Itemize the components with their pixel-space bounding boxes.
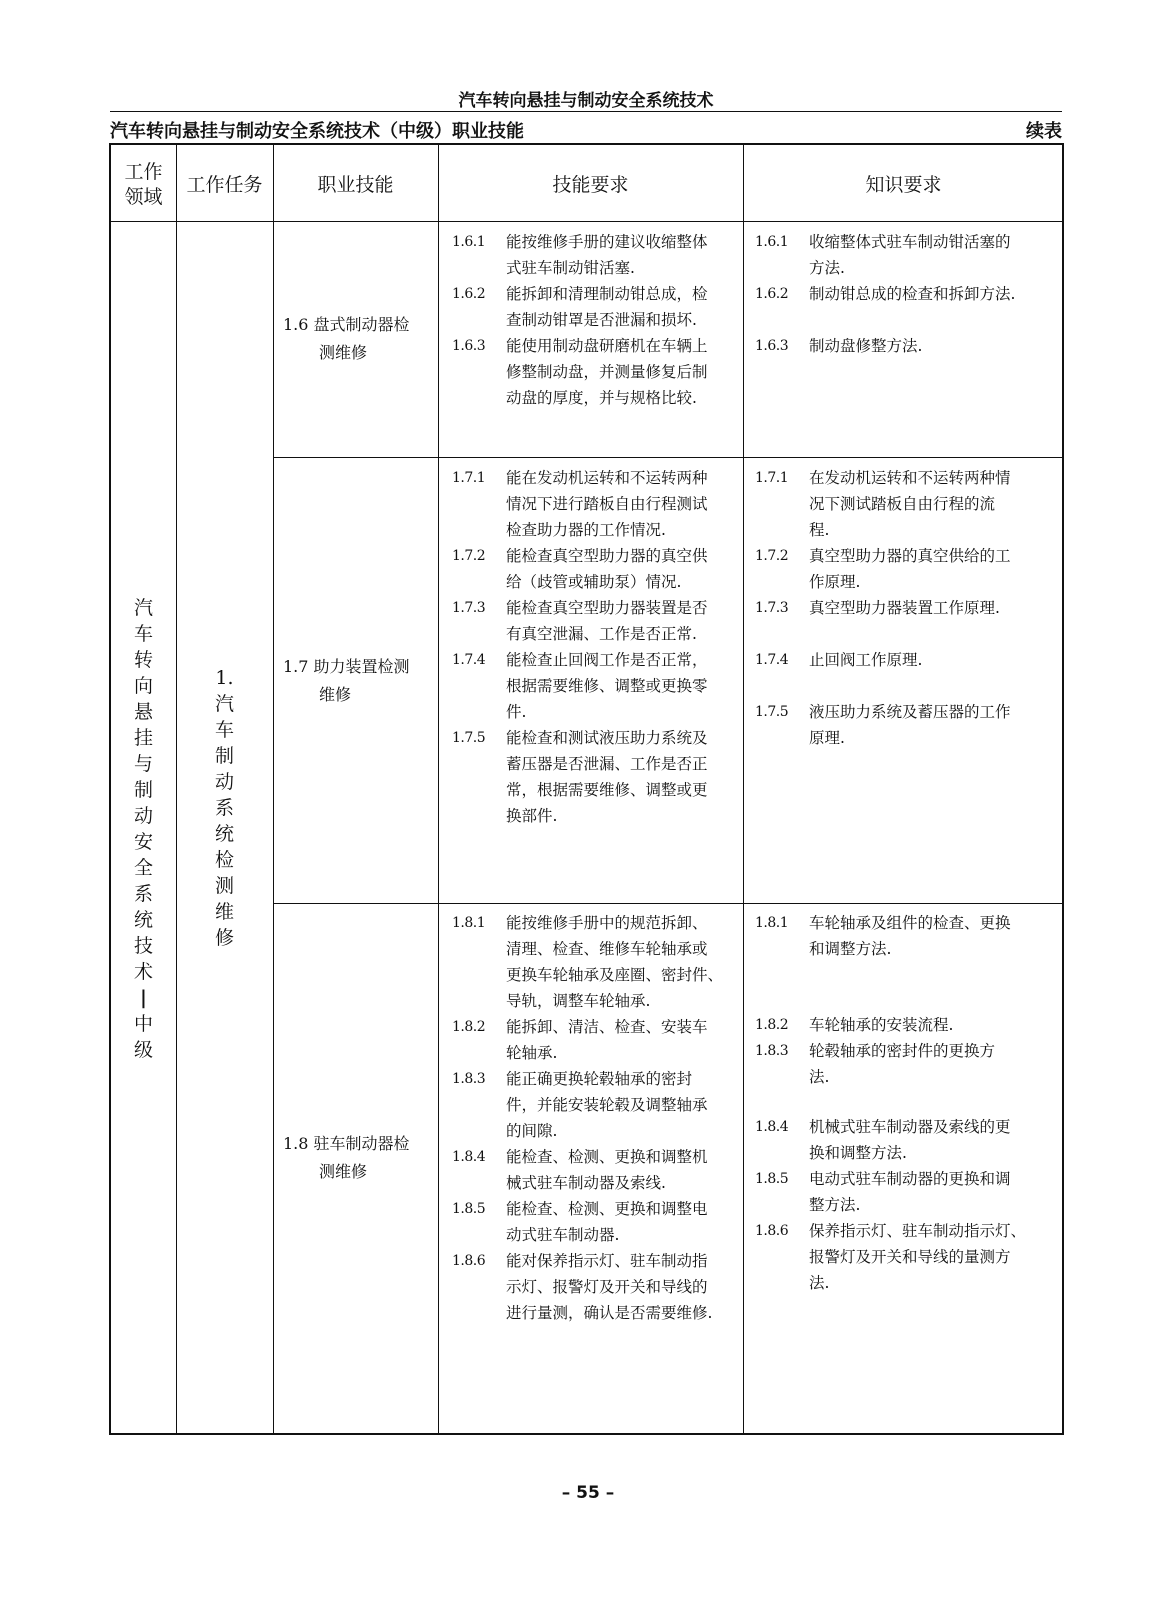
skill-requirement-item [452,595,742,647]
item-number: 1.8.2 [755,1017,789,1033]
item-text [809,595,1061,621]
vertical-char: | [140,987,147,1009]
skills-table [109,143,1064,1435]
item-line: 换部件. [506,807,558,825]
item-text [506,465,742,543]
item-line: 能在发动机运转和不运转两种 [506,469,708,487]
header-skill-requirements: 技能要求 [552,173,629,196]
item-number: 1.7.3 [755,600,789,616]
knowledge-requirement-item [755,281,1061,307]
item-line: 情况下进行踏板自由行程测试 [506,495,708,513]
vertical-char: 术 [133,961,153,983]
item-line: 真空型助力器的真空供给的工 [809,547,1011,565]
skill-requirement-item [452,725,742,829]
item-number: 1.8.6 [755,1223,789,1239]
item-line: 况下测试踏板自由行程的流 [809,495,996,513]
item-line: 查制动钳罩是否泄漏和损坏. [506,311,697,329]
item-line: 蓄压器是否泄漏、工作是否正 [506,755,708,773]
item-text [506,725,742,829]
item-line: 能使用制动盘研磨机在车辆上 [506,337,708,355]
item-text [809,543,1061,595]
col-divider [273,145,274,1433]
skill-requirement-item [452,1014,742,1066]
item-number: 1.7.5 [755,704,789,720]
item-line: 更换车轮轴承及座圈、密封件、 [506,966,724,984]
vertical-char: 转 [133,649,153,671]
vertical-char: 制 [214,745,234,767]
item-line: 轮轴承. [506,1044,558,1062]
item-number: 1.7.2 [755,548,789,564]
header-work-domain [111,145,176,225]
vertical-char: 系 [214,797,234,819]
skill-line: 维修 [319,685,352,704]
knowledge-requirement-item [755,699,1061,751]
item-line: 能检查和测试液压助力系统及 [506,729,708,747]
skill-requirements-1-7 [452,465,742,829]
work-task-vertical [176,665,273,951]
item-text [506,1066,742,1144]
vertical-char: 统 [214,823,234,845]
vertical-char: 向 [133,675,153,697]
item-text [809,333,1061,359]
item-text [506,543,742,595]
item-text [809,1038,1061,1090]
knowledge-requirement-item [755,1114,1061,1166]
skill-line: 1.8 驻车制动器检 [283,1134,410,1153]
item-line: 液压助力系统及蓄压器的工作 [809,703,1011,721]
knowledge-requirement-item [755,647,1061,673]
item-line: 件. [506,703,527,721]
item-number: 1.7.4 [755,652,789,668]
item-line: 真空型助力器装置工作原理. [809,599,1000,617]
item-number: 1.8.5 [452,1201,486,1217]
skill-1-6 [283,311,433,367]
skill-requirements-1-8 [452,910,742,1326]
item-text [506,1196,742,1248]
knowledge-requirement-item [755,1012,1061,1038]
vertical-char: 动 [214,771,234,793]
vertical-char: 1. [215,667,234,689]
item-text [809,281,1061,307]
item-text [506,1144,742,1196]
item-number: 1.8.5 [755,1171,789,1187]
vertical-char: 维 [214,901,234,923]
skill-1-7 [283,653,433,709]
vertical-char: 修 [214,927,234,949]
item-text [506,647,742,725]
header-skill: 职业技能 [317,173,394,196]
knowledge-requirement-item [755,1166,1061,1218]
item-line: 保养指示灯、驻车制动指示灯、 [809,1222,1027,1240]
item-line: 能对保养指示灯、驻车制动指 [506,1252,708,1270]
item-text [506,229,742,281]
item-line: 能检查真空型助力器装置是否 [506,599,708,617]
vertical-char: 系 [133,883,153,905]
item-line: 换和调整方法. [809,1144,907,1162]
knowledge-requirements-1-8 [755,910,1061,1296]
item-text [809,910,1061,962]
item-line: 示灯、报警灯及开关和导线的 [506,1278,708,1296]
item-text [506,595,742,647]
table-title-bar [110,117,1062,143]
skill-1-8 [283,1130,433,1186]
item-number: 1.8.3 [452,1071,486,1087]
item-line: 机械式驻车制动器及索线的更 [809,1118,1011,1136]
item-line: 式驻车制动钳活塞. [506,259,635,277]
vertical-char: 车 [214,719,234,741]
item-line: 能检查、检测、更换和调整机 [506,1148,708,1166]
vertical-char: 统 [133,909,153,931]
work-domain-vertical [111,595,176,1063]
item-line: 轮毂轴承的密封件的更换方 [809,1042,996,1060]
knowledge-requirement-item [755,595,1061,621]
item-text [809,1114,1061,1166]
item-line: 作原理. [809,573,861,591]
item-text [809,465,1061,543]
item-number: 1.8.1 [452,915,486,931]
item-line: 动式驻车制动器. [506,1226,620,1244]
item-line: 能按维修手册的建议收缩整体 [506,233,708,251]
item-line: 清理、检查、维修车轮轴承或 [506,940,708,958]
item-line: 方法. [809,259,845,277]
item-line: 车轮轴承及组件的检查、更换 [809,914,1011,932]
row-divider [273,457,1062,458]
item-line: 进行量测，确认是否需要维修. [506,1304,713,1322]
skill-requirement-item [452,465,742,543]
item-number: 1.6.2 [452,286,486,302]
header-work-task: 工作任务 [186,173,263,196]
item-line: 能按维修手册中的规范拆卸、 [506,914,708,932]
vertical-char: 全 [133,857,153,879]
skill-line: 1.7 助力装置检测 [283,657,410,676]
item-number: 1.8.6 [452,1253,486,1269]
item-number: 1.8.3 [755,1043,789,1059]
item-line: 法. [809,1068,830,1086]
item-number: 1.8.4 [755,1119,789,1135]
item-line: 在发动机运转和不运转两种情 [809,469,1011,487]
vertical-char: 技 [133,935,153,957]
knowledge-requirement-item [755,1218,1061,1296]
item-line: 能检查、检测、更换和调整电 [506,1200,708,1218]
item-number: 1.6.2 [755,286,789,302]
table-title: 汽车转向悬挂与制动安全系统技术（中级）职业技能 [110,121,524,142]
item-text [809,1012,1061,1038]
header-knowledge-requirements: 知识要求 [865,173,942,196]
skill-requirement-item [452,1196,742,1248]
item-text [809,647,1061,673]
item-number: 1.6.1 [755,234,789,250]
item-text [506,1014,742,1066]
skill-requirement-item [452,281,742,333]
running-head: 汽车转向悬挂与制动安全系统技术 [458,91,714,111]
item-number: 1.7.2 [452,548,486,564]
item-number: 1.7.1 [452,470,486,486]
item-line: 车轮轴承的安装流程. [809,1016,954,1034]
skill-line: 测维修 [319,343,368,362]
vertical-char: 与 [133,753,153,775]
vertical-char: 中 [133,1013,153,1035]
item-number: 1.6.1 [452,234,486,250]
item-line: 导轨，调整车轮轴承. [506,992,651,1010]
item-line: 的间隙. [506,1122,558,1140]
vertical-char: 动 [133,805,153,827]
item-number: 1.6.3 [755,338,789,354]
skill-requirement-item [452,647,742,725]
vertical-char: 挂 [133,727,153,749]
item-line: 动盘的厚度，并与规格比较. [506,389,697,407]
col-divider [743,145,744,1433]
col-divider [438,145,439,1433]
skill-requirement-item [452,1248,742,1326]
item-number: 1.8.4 [452,1149,486,1165]
item-text [506,281,742,333]
item-line: 制动钳总成的检查和拆卸方法. [809,285,1016,303]
vertical-char: 车 [133,623,153,645]
item-text [809,229,1061,281]
item-line: 械式驻车制动器及索线. [506,1174,666,1192]
item-line: 法. [809,1274,830,1292]
vertical-char: 制 [133,779,153,801]
skill-requirement-item [452,1144,742,1196]
item-line: 报警灯及开关和导线的量测方 [809,1248,1011,1266]
item-line: 修整制动盘，并测量修复后制 [506,363,708,381]
item-line: 能检查真空型助力器的真空供 [506,547,708,565]
item-text [506,910,742,1014]
knowledge-requirement-item [755,465,1061,543]
item-number: 1.8.2 [452,1019,486,1035]
knowledge-requirement-item [755,333,1061,359]
vertical-char: 悬 [133,701,153,723]
knowledge-requirements-1-6 [755,229,1061,359]
item-line: 件，并能安装轮毂及调整轴承 [506,1096,708,1114]
item-line: 能正确更换轮毂轴承的密封 [506,1070,693,1088]
item-text [809,1166,1061,1218]
row-divider [273,903,1062,904]
item-line: 根据需要维修、调整或更换零 [506,677,708,695]
skill-requirement-item [452,229,742,281]
item-number: 1.6.3 [452,338,486,354]
item-line: 电动式驻车制动器的更换和调 [809,1170,1011,1188]
item-line: 收缩整体式驻车制动钳活塞的 [809,233,1011,251]
item-number: 1.7.4 [452,652,486,668]
knowledge-requirement-item [755,1038,1061,1090]
item-number: 1.7.5 [452,730,486,746]
knowledge-requirements-1-7 [755,465,1061,751]
item-line: 原理. [809,729,845,747]
skill-requirement-item [452,1066,742,1144]
vertical-char: 级 [133,1039,153,1061]
vertical-char: 汽 [214,693,234,715]
vertical-char: 测 [214,875,234,897]
skill-requirements-1-6 [452,229,742,411]
header-rule [110,111,1062,112]
page-number: – 55 – [561,1483,615,1503]
item-line: 能拆卸、清洁、检查、安装车 [506,1018,708,1036]
item-line: 给（歧管或辅助泵）情况. [506,573,682,591]
skill-line: 测维修 [319,1162,368,1181]
item-line: 程. [809,521,830,539]
vertical-char: 汽 [133,597,153,619]
item-line: 有真空泄漏、工作是否正常. [506,625,697,643]
item-line: 检查助力器的工作情况. [506,521,666,539]
knowledge-requirement-item [755,910,1061,962]
item-text [506,333,742,411]
item-line: 和调整方法. [809,940,892,958]
item-line: 能检查止回阀工作是否正常， [506,651,708,669]
knowledge-requirement-item [755,229,1061,281]
item-number: 1.8.1 [755,915,789,931]
continued-label: 续表 [1026,121,1062,142]
item-text [506,1248,742,1326]
item-line: 整方法. [809,1196,861,1214]
skill-requirement-item [452,543,742,595]
item-text [809,1218,1061,1296]
item-line: 能拆卸和清理制动钳总成，检 [506,285,708,303]
item-line: 止回阀工作原理. [809,651,923,669]
skill-requirement-item [452,910,742,1014]
item-number: 1.7.3 [452,600,486,616]
vertical-char: 安 [133,831,153,853]
header-line: 工作 [124,161,163,183]
item-text [809,699,1061,751]
skill-line: 1.6 盘式制动器检 [283,315,410,334]
item-line: 常，根据需要维修、调整或更 [506,781,708,799]
skill-requirement-item [452,333,742,411]
header-line: 领域 [124,186,163,208]
item-line: 制动盘修整方法. [809,337,923,355]
vertical-char: 检 [214,849,234,871]
knowledge-requirement-item [755,543,1061,595]
item-number: 1.7.1 [755,470,789,486]
